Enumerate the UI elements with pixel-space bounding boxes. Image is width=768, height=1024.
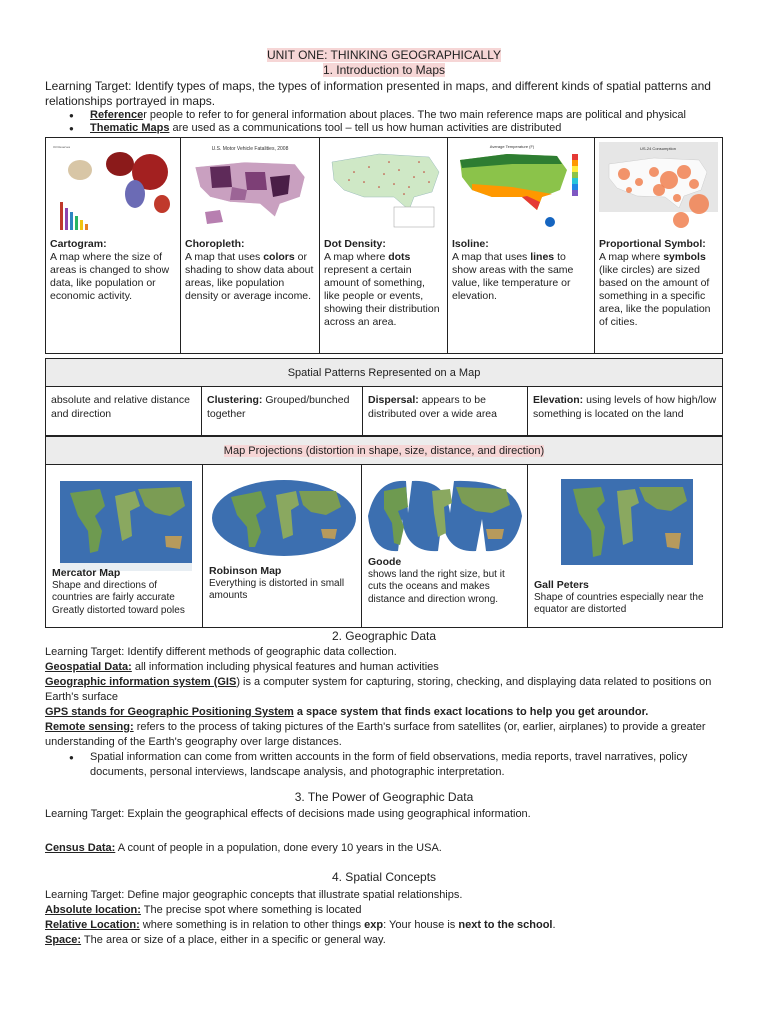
proportional-symbol-thumbnail — [599, 142, 718, 232]
spatial-cell-distance: absolute and relative distance and direction — [46, 387, 202, 435]
goode-map-image — [366, 477, 524, 555]
dot-density-thumbnail — [324, 142, 444, 232]
bullet-thematic: ● Thematic Maps are used as a communications tool – tell us how human activities are distributed — [45, 122, 725, 135]
gall-peters-title: Gall Peters — [534, 579, 589, 591]
space-def: Space: The area or size of a place, either in a specific or general way. — [45, 934, 386, 946]
gall-peters-desc: Shape of countries especially near the equator are distorted — [534, 591, 704, 615]
section1-bullets — [45, 109, 725, 135]
absolute-location-def: Absolute location: The precise spot where something is located — [45, 904, 362, 916]
svg-text:US-24 Consumption: US-24 Consumption — [639, 146, 677, 151]
dot-density-desc: A map where dots represent a certain amount of something, like people or events, showing their distribution across an area. — [324, 251, 440, 328]
projection-robinson — [203, 465, 362, 627]
map-type-dot-density — [320, 138, 448, 353]
mercator-title: Mercator Map — [52, 567, 121, 579]
section4-learning-target: Learning Target: Define major geographic concepts that illustrate spatial relationships. — [45, 889, 463, 901]
section1-title: 1. Introduction to Maps — [322, 63, 446, 77]
map-types-table — [45, 137, 723, 354]
gps-def: GPS stands for Geographic Positioning System a space system that finds exact locations to help you get aroundor. — [45, 706, 649, 718]
goode-desc: shows land the right size, but it cuts the oceans and makes distance and direction wrong. — [368, 568, 505, 605]
map-projections-heading: Map Projections (distortion in shape, size, distance, and direction) — [46, 437, 722, 465]
robinson-map-image — [211, 477, 357, 559]
gis-def: Geographic information system (GIS) is a computer system for capturing, storing, checking, and displaying data related to positions on Earth's surface — [45, 676, 712, 703]
geospatial-data-def: Geospatial Data: all information including physical features and human activities — [45, 661, 439, 673]
spatial-info-bullet: ● Spatial information can come from written accounts in the form of field observations, media reports, travel narratives, policy documents, personal interviews, landscape analysis, and photographic interpretation. — [45, 750, 735, 780]
remote-sensing-def: Remote sensing: refers to the process of taking pictures of the Earth's surface from satellites (or, earlier, airplanes) to provide a greater understanding of the Earth's geography over large distances. — [45, 721, 706, 748]
projection-mercator — [46, 465, 203, 627]
census-data-def: Census Data: A count of people in a population, done every 10 years in the USA. — [45, 842, 442, 854]
map-type-proportional-symbol — [595, 138, 722, 353]
goode-title: Goode — [368, 556, 402, 568]
relative-location-def: Relative Location: where something is in relation to other things exp: Your house is next to the school. — [45, 919, 556, 931]
mercator-map-image — [60, 481, 192, 571]
map-type-choropleth — [181, 138, 320, 353]
spatial-patterns-table — [45, 358, 723, 436]
map-projections-table — [45, 436, 723, 628]
choropleth-desc: A map that uses colors or shading to show data about areas, like population density or average income. — [185, 251, 314, 302]
section3-title: 3. The Power of Geographic Data — [294, 790, 474, 804]
section1-learning-target: Learning Target: Identify types of maps, the types of information presented in maps, and different kinds of spatial patterns and relationships portrayed in maps. — [45, 79, 711, 108]
mercator-desc: Shape and directions of countries are fairly accurate — [52, 579, 175, 603]
section2-title: 2. Geographic Data — [331, 629, 437, 643]
unit-title: UNIT ONE: THINKING GEOGRAPHICALLY — [266, 48, 502, 62]
isoline-title: Isoline: — [452, 238, 489, 250]
proportional-symbol-desc: A map where symbols (like circles) are sized based on the amount of something in a specific area, like the population of cities. — [599, 251, 711, 328]
robinson-title: Robinson Map — [209, 565, 282, 577]
svg-text:Average Temperature (F): Average Temperature (F) — [489, 144, 535, 149]
gall-peters-map-image — [561, 479, 693, 565]
choropleth-title: Choropleth: — [185, 238, 245, 250]
robinson-desc: Everything is distorted in small amounts — [209, 577, 345, 601]
section4-title: 4. Spatial Concepts — [331, 870, 437, 884]
cartogram-title: Cartogram: — [50, 238, 107, 250]
mercator-desc2: Greatly distorted toward poles — [52, 604, 185, 616]
section2-body — [45, 645, 735, 780]
spatial-cell-clustering: Clustering: Grouped/bunched together — [202, 387, 363, 435]
section4-body — [45, 888, 735, 948]
section3-learning-target: Learning Target: Explain the geographical effects of decisions made using geographical information. — [45, 808, 531, 820]
proportional-symbol-title: Proportional Symbol: — [599, 238, 706, 250]
cartogram-thumbnail — [50, 142, 177, 232]
svg-text:Oil Reserves: Oil Reserves — [53, 145, 71, 149]
projection-goode — [362, 465, 528, 627]
isoline-thumbnail — [452, 142, 591, 232]
spatial-cell-dispersal: Dispersal: appears to be distributed over a wide area — [363, 387, 528, 435]
cartogram-desc: A map where the size of areas is changed to show data, like population or economic activity. — [50, 251, 170, 302]
svg-text:U.S. Motor Vehicle Fatalities,: U.S. Motor Vehicle Fatalities, 2008 — [211, 146, 289, 152]
spatial-cell-elevation: Elevation: using levels of how high/low something is located on the land — [533, 394, 717, 420]
section2-learning-target: Learning Target: Identify different methods of geographic data collection. — [45, 646, 397, 658]
map-type-cartogram — [46, 138, 181, 353]
bullet-reference: ● Referencer people to refer to for general information about places. The two main reference maps are political and physical — [45, 109, 725, 122]
map-type-isoline — [448, 138, 595, 353]
isoline-desc: A map that uses lines to show areas with the same value, like temperature or elevation. — [452, 251, 574, 302]
projection-gall-peters — [528, 465, 722, 627]
dot-density-title: Dot Density: — [324, 238, 386, 250]
spatial-patterns-heading: Spatial Patterns Represented on a Map — [46, 359, 722, 387]
choropleth-thumbnail — [185, 142, 316, 232]
